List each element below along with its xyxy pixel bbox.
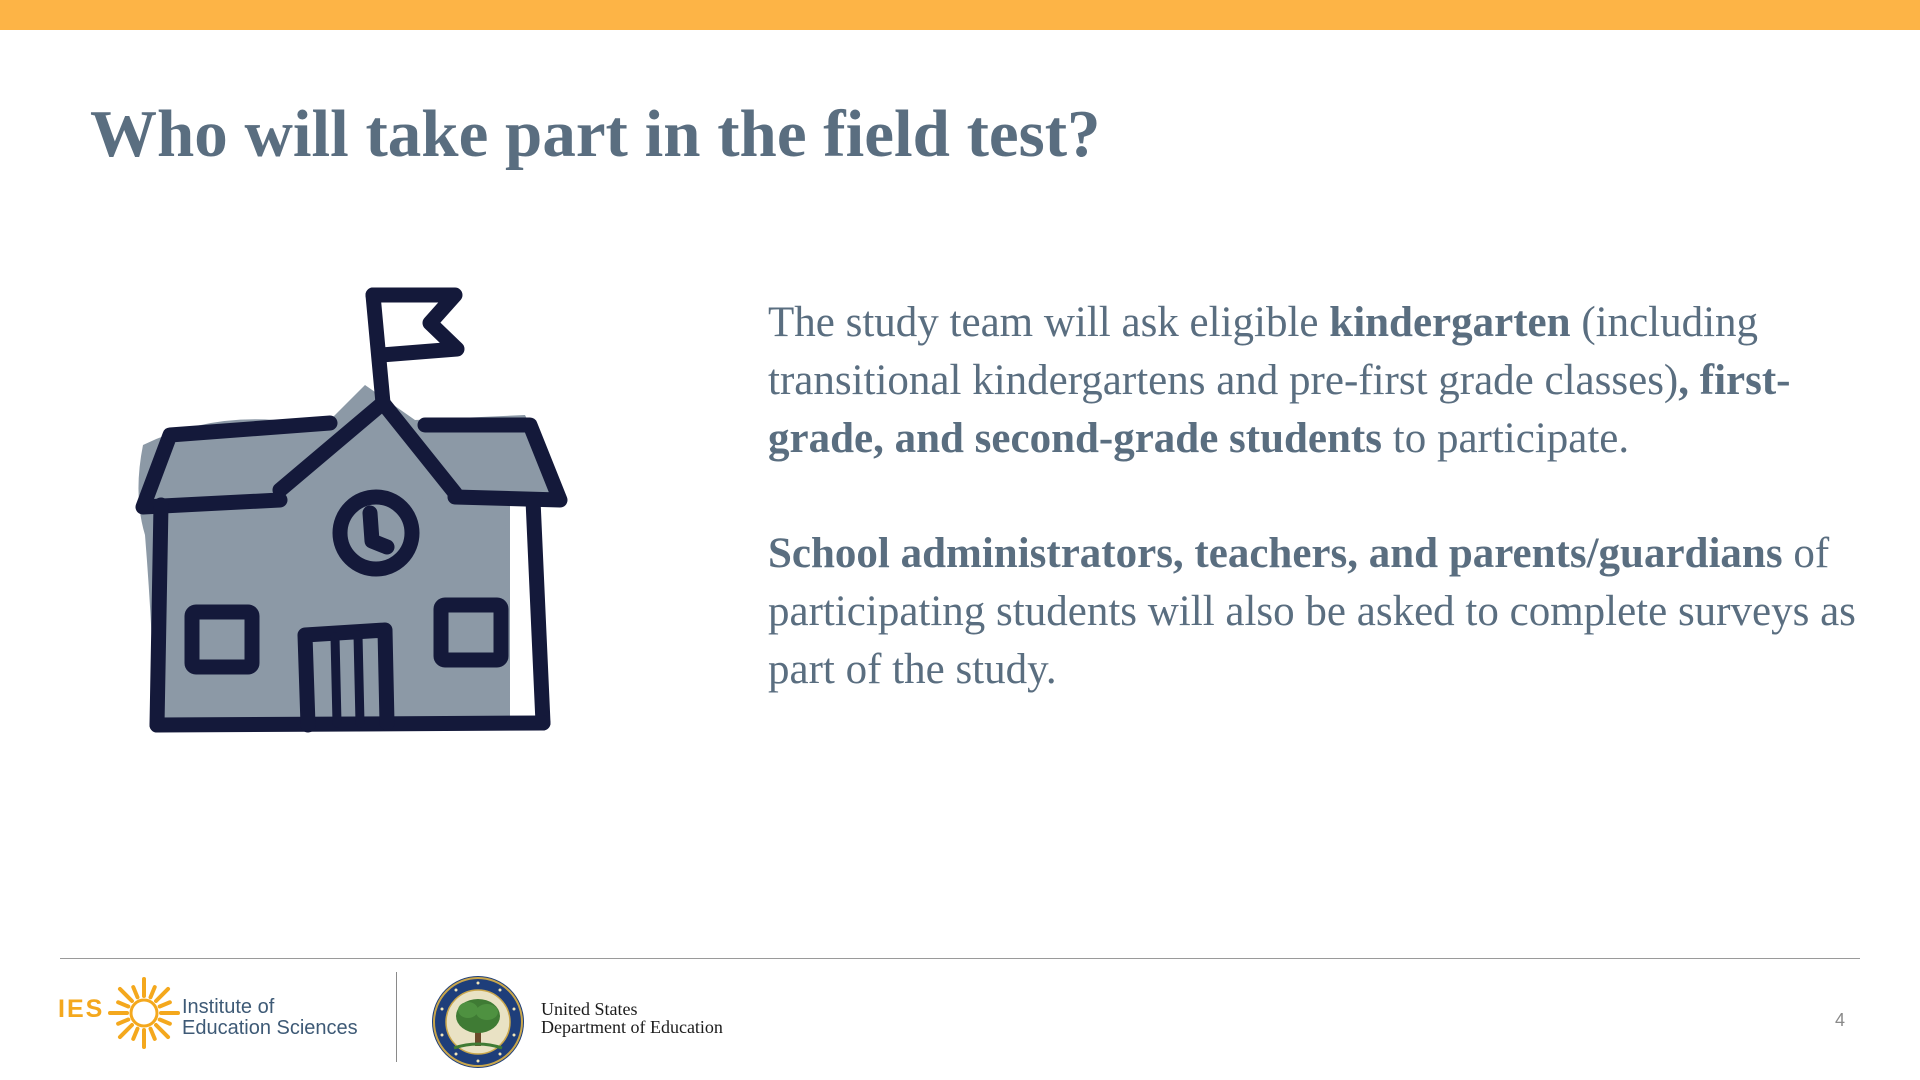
sun-ray	[156, 1025, 168, 1037]
footer-divider-line	[60, 958, 1860, 959]
sun-ray	[160, 1002, 170, 1006]
right-window-pane	[452, 616, 466, 628]
sun-ray	[120, 989, 132, 1001]
sun-ray	[151, 987, 155, 997]
door-line-right	[358, 635, 360, 723]
ed-name-line1: United States	[541, 999, 638, 1019]
sun-ray	[160, 1020, 170, 1024]
department-of-education-name	[541, 1000, 723, 1036]
ies-name	[182, 997, 358, 1039]
footer-logo-divider	[396, 972, 397, 1062]
left-window-pane	[226, 644, 240, 656]
text-run-bold: School administrators, teachers, and parents/guardians	[768, 530, 1783, 577]
sun-ray	[133, 987, 137, 997]
paragraph-students	[768, 294, 1878, 468]
text-run-bold: kindergarten	[1329, 299, 1571, 346]
slide-body	[768, 294, 1878, 699]
ies-logo	[58, 975, 378, 1057]
ed-name-line2: Department of Education	[541, 1017, 723, 1037]
text-run: (including transitional kindergartens and pre-first grade classes)	[768, 299, 1759, 404]
flag	[373, 295, 457, 355]
right-window-pane	[475, 616, 489, 628]
right-window-pane	[452, 637, 466, 649]
text-run-bold: , first-grade, and second-grade students	[768, 357, 1791, 462]
slide-title: Who will take part in the field test?	[90, 97, 1101, 171]
ies-name-line2: Education Sciences	[182, 1017, 358, 1039]
text-run: The study team will ask eligible	[768, 299, 1330, 346]
schoolhouse-right-wall	[533, 500, 543, 723]
department-of-education-seal-icon	[430, 974, 526, 1070]
ies-name-line1: Institute of	[182, 996, 275, 1018]
left-window-pane	[203, 644, 217, 656]
text-run: of participating students will also be asked to complete surveys as part of the study.	[768, 530, 1856, 693]
sun-ray	[118, 1020, 128, 1024]
text-run: to participate.	[1382, 415, 1630, 462]
paragraph-surveys	[768, 525, 1878, 699]
top-accent-bar	[0, 0, 1920, 30]
schoolhouse-floor	[157, 723, 543, 725]
sun-ray	[156, 989, 168, 1001]
ies-sunburst-icon	[108, 977, 180, 1049]
left-window-pane	[226, 623, 240, 635]
page-number: 4	[1835, 1010, 1846, 1030]
sun-ray	[151, 1029, 155, 1039]
sun-ray	[118, 1002, 128, 1006]
door-line-left	[335, 637, 337, 723]
schoolhouse-left-wall	[157, 505, 161, 725]
right-window-pane	[475, 637, 489, 649]
ies-abbreviation: IES	[58, 995, 105, 1023]
left-window-pane	[203, 623, 217, 635]
sun-ray	[120, 1025, 132, 1037]
sun-ray	[133, 1029, 137, 1039]
schoolhouse-icon	[125, 285, 605, 755]
